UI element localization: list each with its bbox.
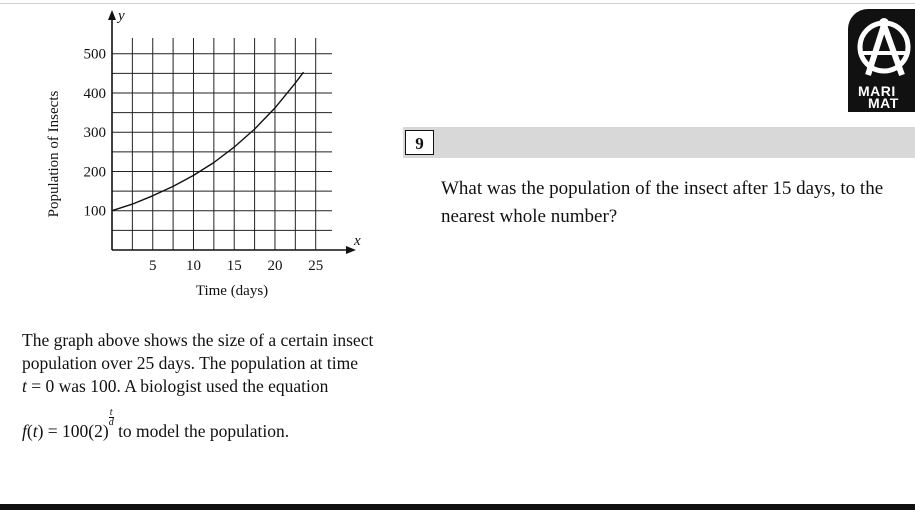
compass-drafting-icon bbox=[848, 9, 915, 89]
x-tick-label: 10 bbox=[185, 258, 201, 274]
passage-line-2: population over 25 days. The population at time bbox=[22, 353, 359, 373]
t-argument: t bbox=[32, 421, 38, 441]
y-axis-letter: y bbox=[118, 8, 125, 24]
x-axis-label: Time (days) bbox=[195, 283, 269, 299]
y-axis-arrow bbox=[108, 10, 116, 20]
x-tick-label: 15 bbox=[226, 258, 242, 274]
eq-rest: to model the population. bbox=[113, 421, 290, 441]
question-header-bar bbox=[403, 127, 915, 158]
x-axis-letter: x bbox=[354, 233, 361, 249]
question-text: What was the population of the insect after 15 days, to the nearest whole number? bbox=[441, 178, 884, 227]
exponent-denominator: d bbox=[108, 417, 114, 428]
passage-line-3 bbox=[22, 375, 442, 398]
bottom-bar bbox=[0, 504, 915, 510]
eq-zero: = 0 bbox=[26, 376, 55, 396]
x-tick-label: 5 bbox=[148, 258, 157, 274]
chart-labels bbox=[46, 8, 361, 299]
exponent-numerator: t bbox=[109, 407, 113, 418]
f-symbol: f bbox=[22, 421, 27, 441]
x-tick-label: 25 bbox=[308, 258, 324, 274]
eq-base: ) = 100(2) bbox=[37, 421, 109, 441]
logo-text-line-1: MARI bbox=[858, 83, 896, 99]
y-tick-label: 400 bbox=[83, 85, 106, 102]
y-tick-label: 200 bbox=[83, 164, 106, 181]
y-tick-label: 300 bbox=[83, 125, 106, 142]
model-equation: f(t) = 100(2) $\frac{t}{d}$ to model the population. bbox=[22, 407, 290, 441]
y-tick-label: 500 bbox=[83, 46, 106, 63]
x-tick-label: 20 bbox=[267, 258, 283, 274]
logo-text-line-2: MAT bbox=[868, 95, 899, 111]
passage-line-1: The graph above shows the size of a certain insect bbox=[22, 330, 374, 350]
passage-line-3-rest: was 100. A biologist used the equation bbox=[54, 376, 329, 396]
insect-population-chart bbox=[0, 0, 400, 310]
chart-grid bbox=[112, 38, 332, 250]
t-variable: t bbox=[22, 376, 27, 396]
y-axis-label: Population of Insects bbox=[46, 90, 62, 218]
y-tick-label: 100 bbox=[83, 203, 106, 220]
passage bbox=[22, 329, 442, 443]
question-number: 9 bbox=[405, 130, 434, 155]
